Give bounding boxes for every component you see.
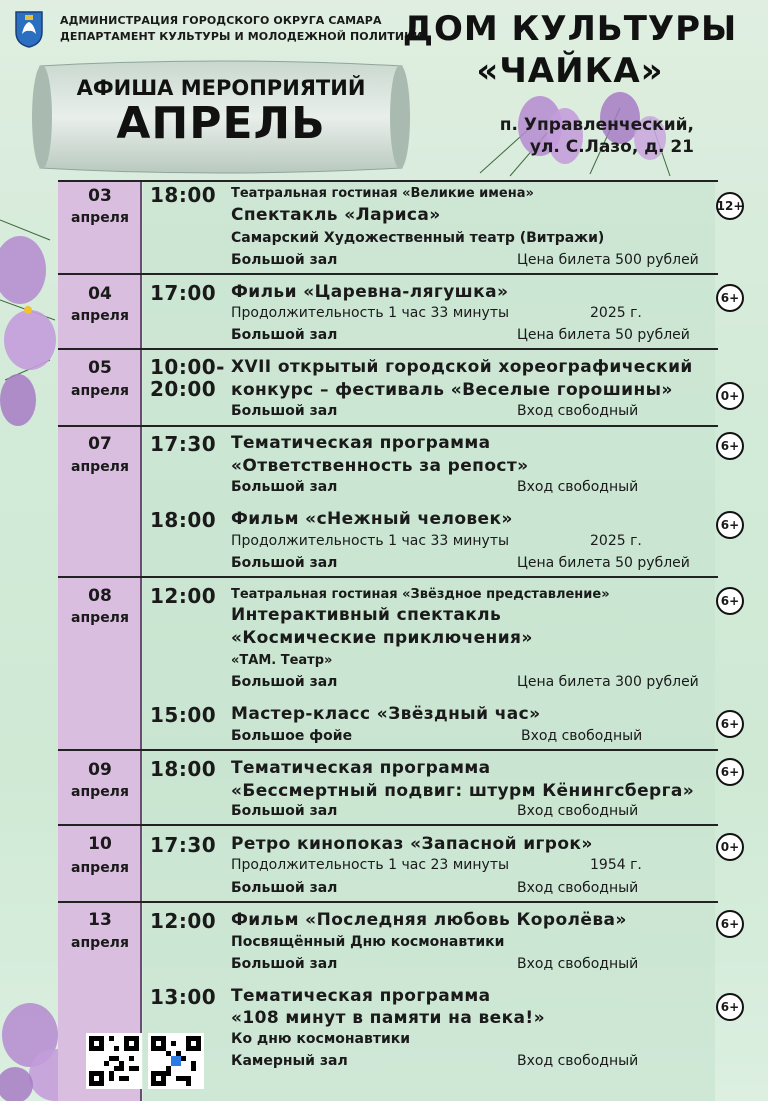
event-price: Цена билета 300 рублей [517, 674, 699, 690]
event-price: Цена билета 50 рублей [517, 327, 690, 343]
event-price: Вход свободный [517, 1053, 639, 1069]
event-hall: Большое фойе [231, 728, 353, 744]
afisha-label: АФИША МЕРОПРИЯТИЙ [76, 76, 366, 100]
event-time: 15:00 [150, 703, 217, 727]
event-title-line2: «Космические приключения» [231, 628, 533, 648]
date-day: 09 [88, 760, 112, 780]
age-rating-badge: 6+ [716, 993, 744, 1021]
event-hall: Большой зал [231, 479, 338, 495]
event-note: Посвящённый Дню космонавтики [231, 934, 505, 950]
qr-code-vk[interactable] [148, 1033, 204, 1089]
row-divider [58, 180, 718, 182]
event-time: 13:00 [150, 985, 217, 1009]
event-time: 17:00 [150, 281, 217, 305]
event-price: Вход свободный [517, 880, 639, 896]
row-divider [58, 901, 718, 903]
event-title: Спектакль «Лариса» [231, 205, 441, 225]
event-hall: Большой зал [231, 403, 338, 419]
event-hall: Камерный зал [231, 1053, 348, 1069]
date-day: 08 [88, 586, 112, 606]
event-title: Интерактивный спектакль [231, 605, 502, 625]
event-price: Вход свободный [517, 803, 639, 819]
event-duration: Продолжительность 1 час 23 минуты [231, 857, 510, 873]
event-year: 1954 г. [590, 857, 642, 873]
date-day: 04 [88, 284, 112, 304]
event-title-line2: «108 минут в памяти на века!» [231, 1008, 545, 1028]
age-rating-badge: 6+ [716, 587, 744, 615]
event-title: Тематическая программа [231, 758, 491, 778]
date-day: 05 [88, 358, 112, 378]
row-divider [58, 273, 718, 275]
event-year: 2025 г. [590, 533, 642, 549]
event-time: 18:00 [150, 508, 217, 532]
event-time-end: 20:00 [150, 377, 217, 401]
age-rating-badge: 6+ [716, 910, 744, 938]
event-hall: Большой зал [231, 327, 338, 343]
date-day: 03 [88, 186, 112, 206]
org-line-2: ДЕПАРТАМЕНТ КУЛЬТУРЫ И МОЛОДЕЖНОЙ ПОЛИТИКИ [60, 30, 423, 43]
event-time: 17:30 [150, 833, 217, 857]
event-title: XVII открытый городской хореографический [231, 357, 693, 377]
event-price: Цена билета 500 рублей [517, 252, 699, 268]
crocus-flowers-left-icon [0, 180, 60, 440]
event-price: Вход свободный [517, 479, 639, 495]
event-year: 2025 г. [590, 305, 642, 321]
date-month: апреля [71, 610, 129, 626]
age-rating-badge: 6+ [716, 284, 744, 312]
age-rating-badge: 6+ [716, 511, 744, 539]
date-month: апреля [71, 784, 129, 800]
age-rating-badge: 0+ [716, 833, 744, 861]
event-price: Вход свободный [521, 728, 643, 744]
date-month: апреля [71, 935, 129, 951]
event-duration: Продолжительность 1 час 33 минуты [231, 305, 510, 321]
row-divider [58, 348, 718, 350]
date-day: 10 [88, 834, 112, 854]
event-hall: Большой зал [231, 555, 338, 571]
event-hall: Большой зал [231, 674, 338, 690]
event-title-line2: «Ответственность за репост» [231, 456, 529, 476]
event-hall: Большой зал [231, 252, 338, 268]
event-hall: Большой зал [231, 956, 338, 972]
event-time: 17:30 [150, 432, 217, 456]
row-divider [58, 576, 718, 578]
event-time: 18:00 [150, 183, 217, 207]
event-title: Фильм «Последняя любовь Королёва» [231, 910, 627, 930]
event-time: 12:00 [150, 909, 217, 933]
row-divider [58, 749, 718, 751]
date-day: 13 [88, 910, 112, 930]
address-line-2: ул. С.Лазо, д. 21 [529, 137, 694, 157]
age-rating-badge: 6+ [716, 710, 744, 738]
row-divider [58, 824, 718, 826]
event-hall: Большой зал [231, 803, 338, 819]
event-price: Вход свободный [517, 956, 639, 972]
age-rating-badge: 12+ [716, 192, 744, 220]
date-month: апреля [71, 860, 129, 876]
event-title: Тематическая программа [231, 433, 491, 453]
event-title: Фильм «сНежный человек» [231, 509, 513, 529]
org-line-1: АДМИНИСТРАЦИЯ ГОРОДСКОГО ОКРУГА САМАРА [60, 14, 382, 27]
date-month: апреля [71, 308, 129, 324]
month-title: АПРЕЛЬ [116, 98, 326, 149]
event-note: Ко дню космонавтики [231, 1031, 411, 1047]
age-rating-badge: 6+ [716, 432, 744, 460]
event-performer: «ТАМ. Театр» [231, 653, 333, 668]
event-series: Театральная гостиная «Звёздное представление» [231, 587, 610, 602]
event-time: 12:00 [150, 584, 217, 608]
date-month: апреля [71, 459, 129, 475]
venue-name: «ЧАЙКА» [476, 51, 664, 91]
event-time: 18:00 [150, 757, 217, 781]
address-line-1: п. Управленческий, [499, 115, 694, 135]
event-title: Тематическая программа [231, 986, 491, 1006]
event-price: Цена билета 50 рублей [517, 555, 690, 571]
event-title: Мастер-класс «Звёздный час» [231, 704, 541, 724]
event-hall: Большой зал [231, 880, 338, 896]
samara-emblem-icon [14, 10, 44, 48]
age-rating-badge: 6+ [716, 758, 744, 786]
event-title: Ретро кинопоказ «Запасной игрок» [231, 834, 593, 854]
event-performer: Самарский Художественный театр (Витражи) [231, 230, 605, 246]
event-title-line2: конкурс – фестиваль «Веселые горошины» [231, 380, 673, 400]
date-day: 07 [88, 434, 112, 454]
event-price: Вход свободный [517, 403, 639, 419]
event-time: 10:00- [150, 355, 225, 379]
date-month: апреля [71, 210, 129, 226]
event-title: Фильи «Царевна-лягушка» [231, 282, 509, 302]
date-month: апреля [71, 383, 129, 399]
age-rating-badge: 0+ [716, 382, 744, 410]
venue-title: ДОМ КУЛЬТУРЫ [402, 9, 738, 49]
event-duration: Продолжительность 1 час 33 минуты [231, 533, 510, 549]
row-divider [58, 425, 718, 427]
event-title-line2: «Бессмертный подвиг: штурм Кёнингсберга» [231, 781, 695, 801]
qr-code[interactable] [86, 1033, 142, 1089]
event-series: Театральная гостиная «Великие имена» [231, 186, 534, 201]
